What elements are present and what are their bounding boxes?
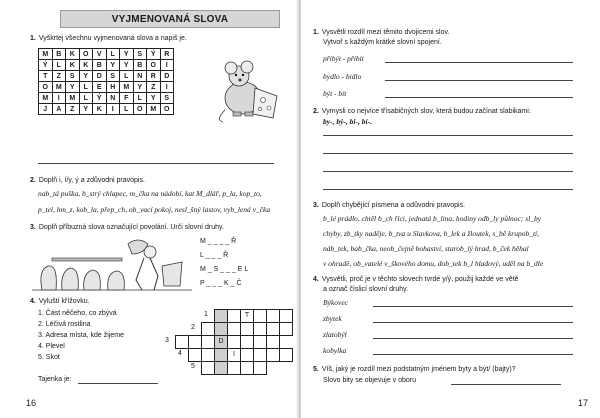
r-task3-instruction: [313, 201, 465, 210]
task4-instruction: [30, 297, 90, 306]
r-task2-line-2[interactable]: [323, 153, 573, 154]
profession-word-3: M _ S _ _ _ E L: [200, 266, 249, 273]
letter-grid-cell[interactable]: Y: [133, 82, 147, 93]
letter-grid-cell[interactable]: L: [79, 93, 93, 104]
word-pair-2: bydlo - bidlo: [323, 72, 362, 81]
letter-grid-cell[interactable]: S: [106, 71, 120, 82]
crossword-cell[interactable]: [253, 322, 267, 336]
letter-grid-cell[interactable]: I: [106, 104, 120, 115]
crossword-cell[interactable]: [175, 335, 189, 349]
letter-grid-cell[interactable]: K: [66, 49, 80, 60]
letter-grid-cell[interactable]: O: [39, 82, 53, 93]
r-task4-number: 4.: [313, 276, 319, 283]
r-task3-line-2: chyby, zb_tky naděje, b_tva u Slavkova, b_lek a žloutek, s_bě krupob_tí,: [323, 229, 539, 238]
letter-grid-cell[interactable]: Y: [79, 104, 93, 115]
crossword-cell[interactable]: [253, 361, 267, 375]
letter-grid-cell[interactable]: O: [160, 104, 174, 115]
r-task5-text-2: Slovo bity se objevuje v oboru: [323, 377, 416, 384]
letter-grid-cell[interactable]: L: [52, 60, 66, 71]
r-task1-number: 1.: [313, 29, 319, 36]
letter-grid-cell[interactable]: I: [52, 93, 66, 104]
word-pair-3: být - bít: [323, 89, 347, 98]
page-number-right: 17: [577, 398, 588, 408]
profession-word-4: P _ _ _ K _ Č: [200, 280, 242, 287]
crossword-cell[interactable]: [266, 309, 280, 323]
task1-instruction: [30, 34, 187, 43]
crossword-cell[interactable]: [266, 335, 280, 349]
letter-grid-row: [39, 49, 174, 60]
task2-text: Doplň i, í/y, ý a zdůvodni pravopis.: [38, 177, 145, 184]
letter-grid-cell[interactable]: D: [93, 71, 107, 82]
crossword-cell[interactable]: [227, 335, 241, 349]
crossword-clue-3: 3. Adresa místa, kde žijeme: [38, 332, 124, 339]
crossword-cell[interactable]: I: [227, 348, 241, 362]
r-task5-answer-line[interactable]: [451, 384, 561, 385]
letter-grid-cell[interactable]: Ý: [93, 93, 107, 104]
letter-grid-cell[interactable]: L: [106, 49, 120, 60]
crossword-cell[interactable]: [188, 335, 202, 349]
letter-grid-cell[interactable]: Z: [147, 82, 161, 93]
crossword-cell[interactable]: [253, 335, 267, 349]
crossword-cell[interactable]: [188, 348, 202, 362]
crossword-row-number: 4: [178, 350, 182, 357]
crossword-cell[interactable]: [279, 309, 293, 323]
task2-line2: p_tel, hm_z, kob_la, přep_ch, ob_vací pokoj, nesl_šný lastov, vyb_lená v_čka: [38, 205, 271, 214]
crossword-clue-5: 5. Skot: [38, 354, 60, 361]
crossword-cell[interactable]: [227, 309, 241, 323]
r-task2-line-4[interactable]: [323, 189, 573, 190]
crossword-solution-cell[interactable]: [214, 361, 228, 375]
crossword-row-number: 5: [191, 363, 195, 370]
task4-number: 4.: [30, 298, 36, 305]
task1-text: Vyškrtej všechnu vyjmenovaná slova a napiš je.: [38, 35, 187, 42]
r-task2-line-1[interactable]: [323, 135, 573, 136]
crossword-cell[interactable]: [253, 309, 267, 323]
letter-grid-cell[interactable]: B: [52, 49, 66, 60]
crossword-cell[interactable]: [279, 322, 293, 336]
letter-grid-cell[interactable]: R: [147, 71, 161, 82]
task2-instruction: [30, 176, 145, 185]
r-task1-instruction-1: [313, 28, 449, 37]
r-task4-word-4-line[interactable]: [373, 354, 573, 355]
task2-line1: nab_tá puška, b_strý chlapec, m_čka na nádobí, kat M_dlář, p_la, kop_to,: [38, 189, 262, 198]
r-task1-text-1: Vysvětli rozdíl mezi těmito dvojicemi slov.: [321, 29, 450, 36]
letter-grid-cell[interactable]: M: [147, 104, 161, 115]
letter-grid-row: [39, 82, 174, 93]
letter-grid-cell[interactable]: M: [39, 49, 53, 60]
r-task1-text-2: Vytvoř s každým krátké slovní spojení.: [323, 39, 442, 46]
letter-grid-cell[interactable]: B: [133, 60, 147, 71]
crossword-solution-cell[interactable]: [214, 322, 228, 336]
letter-grid-cell[interactable]: M: [39, 93, 53, 104]
letter-grid-cell[interactable]: K: [93, 104, 107, 115]
letter-grid-cell[interactable]: L: [120, 104, 134, 115]
letter-grid-cell[interactable]: R: [160, 49, 174, 60]
letter-grid-cell[interactable]: A: [52, 104, 66, 115]
task1-answer-line[interactable]: [38, 163, 274, 164]
r-task4-word-2: zbytek: [323, 314, 342, 323]
crossword-solution-cell[interactable]: [214, 348, 228, 362]
r-task3-line-3: náb_tek, bab_čka, neob_čejně bohaství, starob_lý hrad, b_ček běhal: [323, 244, 529, 253]
crossword-solution-label: Tajenka je:: [38, 376, 72, 383]
r-task2-text: Vymysli co nejvíce třísabičných slov, která budou začínat slabikami:: [321, 108, 531, 115]
r-task3-line-1: b_lé prádlo, chtěl b_ch říci, jednatá b_lina, hodiny odb_ly půlnoc; sl_by: [323, 214, 542, 223]
task1-number: 1.: [30, 35, 36, 42]
r-task4-word-4: kobylka: [323, 346, 347, 355]
r-task4-word-1-line[interactable]: [373, 306, 573, 307]
r-task4-word-1: Býkovec: [323, 298, 348, 307]
letter-grid-cell[interactable]: S: [160, 93, 174, 104]
r-task4-text-2: a označ číslicí slovní druhy.: [323, 286, 409, 293]
letter-grid: [38, 48, 174, 115]
letter-grid-cell[interactable]: S: [133, 49, 147, 60]
word-pair-1-line[interactable]: [385, 62, 573, 63]
crossword-row-number: 3: [165, 337, 169, 344]
right-page: [301, 0, 600, 418]
r-task5-number: 5.: [313, 366, 319, 373]
letter-grid-cell[interactable]: O: [133, 104, 147, 115]
crossword-cell[interactable]: [279, 348, 293, 362]
letter-grid-cell[interactable]: M: [66, 93, 80, 104]
letter-grid-cell[interactable]: M: [120, 82, 134, 93]
r-task2-syllables: by-, bý-, bi-, bí-.: [323, 117, 372, 126]
letter-grid-cell[interactable]: J: [39, 104, 53, 115]
r-task2-instruction: [313, 107, 531, 116]
letter-grid-cell[interactable]: T: [39, 71, 53, 82]
letter-grid-cell[interactable]: B: [93, 60, 107, 71]
letter-grid-cell[interactable]: D: [160, 71, 174, 82]
r-task3-line-4: v ohradě, ob_vatelé v_škového domu, dob_tek b_l hladový, uděl na b_dle: [323, 259, 544, 268]
crossword-clue-2: 2. Léčivá rostlina: [38, 321, 91, 328]
r-task4-word-3-line[interactable]: [373, 338, 573, 339]
crossword-cell[interactable]: [201, 335, 215, 349]
letter-grid-cell[interactable]: L: [120, 71, 134, 82]
letter-grid-cell[interactable]: V: [93, 49, 107, 60]
letter-grid-cell[interactable]: Z: [52, 71, 66, 82]
letter-grid-cell[interactable]: Y: [106, 60, 120, 71]
crossword-cell[interactable]: [266, 322, 280, 336]
r-task4-text-1: Vysvětli, proč je v těchto slovech tvrdé y/ý, použij každé ve větě: [321, 276, 519, 283]
letter-grid-cell[interactable]: Ý: [39, 60, 53, 71]
letter-grid-cell[interactable]: N: [106, 93, 120, 104]
letter-grid-row: [39, 60, 174, 71]
profession-word-2: L _ _ _ Ř: [200, 252, 229, 259]
r-task2-line-3[interactable]: [323, 171, 573, 172]
task4-text: Vyluští křížovku.: [38, 298, 90, 305]
word-pair-3-line[interactable]: [385, 97, 573, 98]
crossword-row-number: 1: [204, 311, 208, 318]
page-number-left: 16: [26, 398, 37, 408]
letter-grid-cell[interactable]: I: [160, 82, 174, 93]
letter-grid-cell[interactable]: K: [79, 60, 93, 71]
crossword-solution-cell[interactable]: [214, 309, 228, 323]
letter-grid-row: [39, 93, 174, 104]
letter-grid-cell[interactable]: S: [66, 71, 80, 82]
crossword-cell[interactable]: [240, 335, 254, 349]
task3-instruction: [30, 223, 224, 232]
crossword-cell[interactable]: T: [240, 309, 254, 323]
letter-grid-cell[interactable]: L: [133, 93, 147, 104]
letter-grid-cell[interactable]: Y: [66, 82, 80, 93]
letter-grid-cell[interactable]: I: [160, 60, 174, 71]
r-task4-word-3: zlatobýl: [323, 330, 347, 339]
crossword-cell[interactable]: [227, 361, 241, 375]
letter-grid-cell[interactable]: H: [106, 82, 120, 93]
r-task2-number: 2.: [313, 108, 319, 115]
task3-number: 3.: [30, 224, 36, 231]
task3-text: Doplň příbuzná slova označující povolání. Urči slovní druhy.: [38, 224, 224, 231]
letter-grid-cell[interactable]: N: [133, 71, 147, 82]
letter-grid-cell[interactable]: O: [147, 60, 161, 71]
letter-grid-cell[interactable]: Ý: [147, 49, 161, 60]
r-task5-text-1: Víš, jaký je rozdíl mezi podstatným jménem byty a být/ (bajty)?: [321, 366, 516, 373]
profession-word-1: M _ _ _ _ Ř: [200, 238, 237, 245]
section-title-bar: [60, 10, 280, 28]
word-pair-1: přibýt - přibít: [323, 54, 364, 63]
crossword-cell[interactable]: [201, 322, 215, 336]
letter-grid-cell[interactable]: K: [66, 60, 80, 71]
letter-grid-row: [39, 104, 174, 115]
word-pair-2-line[interactable]: [385, 80, 573, 81]
crossword-solution-cell[interactable]: D: [214, 335, 228, 349]
letter-grid-cell[interactable]: F: [120, 93, 134, 104]
mouse-with-cheese-illustration: [213, 58, 283, 124]
crossword-cell[interactable]: [240, 348, 254, 362]
letter-grid-cell[interactable]: Y: [79, 71, 93, 82]
letter-grid-cell[interactable]: Y: [120, 49, 134, 60]
crossword-cell[interactable]: [201, 361, 215, 375]
r-task4-word-2-line[interactable]: [373, 322, 573, 323]
crossword-solution-line[interactable]: [78, 383, 158, 384]
r-task4-instruction-1: [313, 275, 518, 284]
section-title: VYJMENOVANÁ SLOVA: [111, 14, 229, 25]
crossword-cell[interactable]: [240, 361, 254, 375]
crossword-row-number: 2: [191, 324, 195, 331]
r-task5-instruction-1: [313, 365, 516, 374]
letter-grid-cell[interactable]: Y: [120, 60, 134, 71]
crossword-cell[interactable]: [266, 348, 280, 362]
crossword-cell[interactable]: [201, 348, 215, 362]
r-task3-text: Doplň chybějící písmena a odůvodni pravopis.: [321, 202, 466, 209]
task2-number: 2.: [30, 177, 36, 184]
letter-grid-cell[interactable]: Y: [147, 93, 161, 104]
letter-grid-cell[interactable]: E: [93, 82, 107, 93]
crossword-cell[interactable]: [227, 322, 241, 336]
miller-with-sacks-illustration: [32, 236, 192, 294]
letter-grid-cell[interactable]: O: [79, 49, 93, 60]
letter-grid-cell[interactable]: M: [52, 82, 66, 93]
letter-grid-cell[interactable]: L: [79, 82, 93, 93]
r-task3-number: 3.: [313, 202, 319, 209]
letter-grid-cell[interactable]: Z: [66, 104, 80, 115]
crossword-cell[interactable]: [253, 348, 267, 362]
crossword-clue-1: 1. Část něčeho, co zbývá: [38, 310, 117, 317]
crossword-clue-4: 4. Plevel: [38, 343, 65, 350]
letter-grid-row: [39, 71, 174, 82]
crossword-cell[interactable]: [240, 322, 254, 336]
